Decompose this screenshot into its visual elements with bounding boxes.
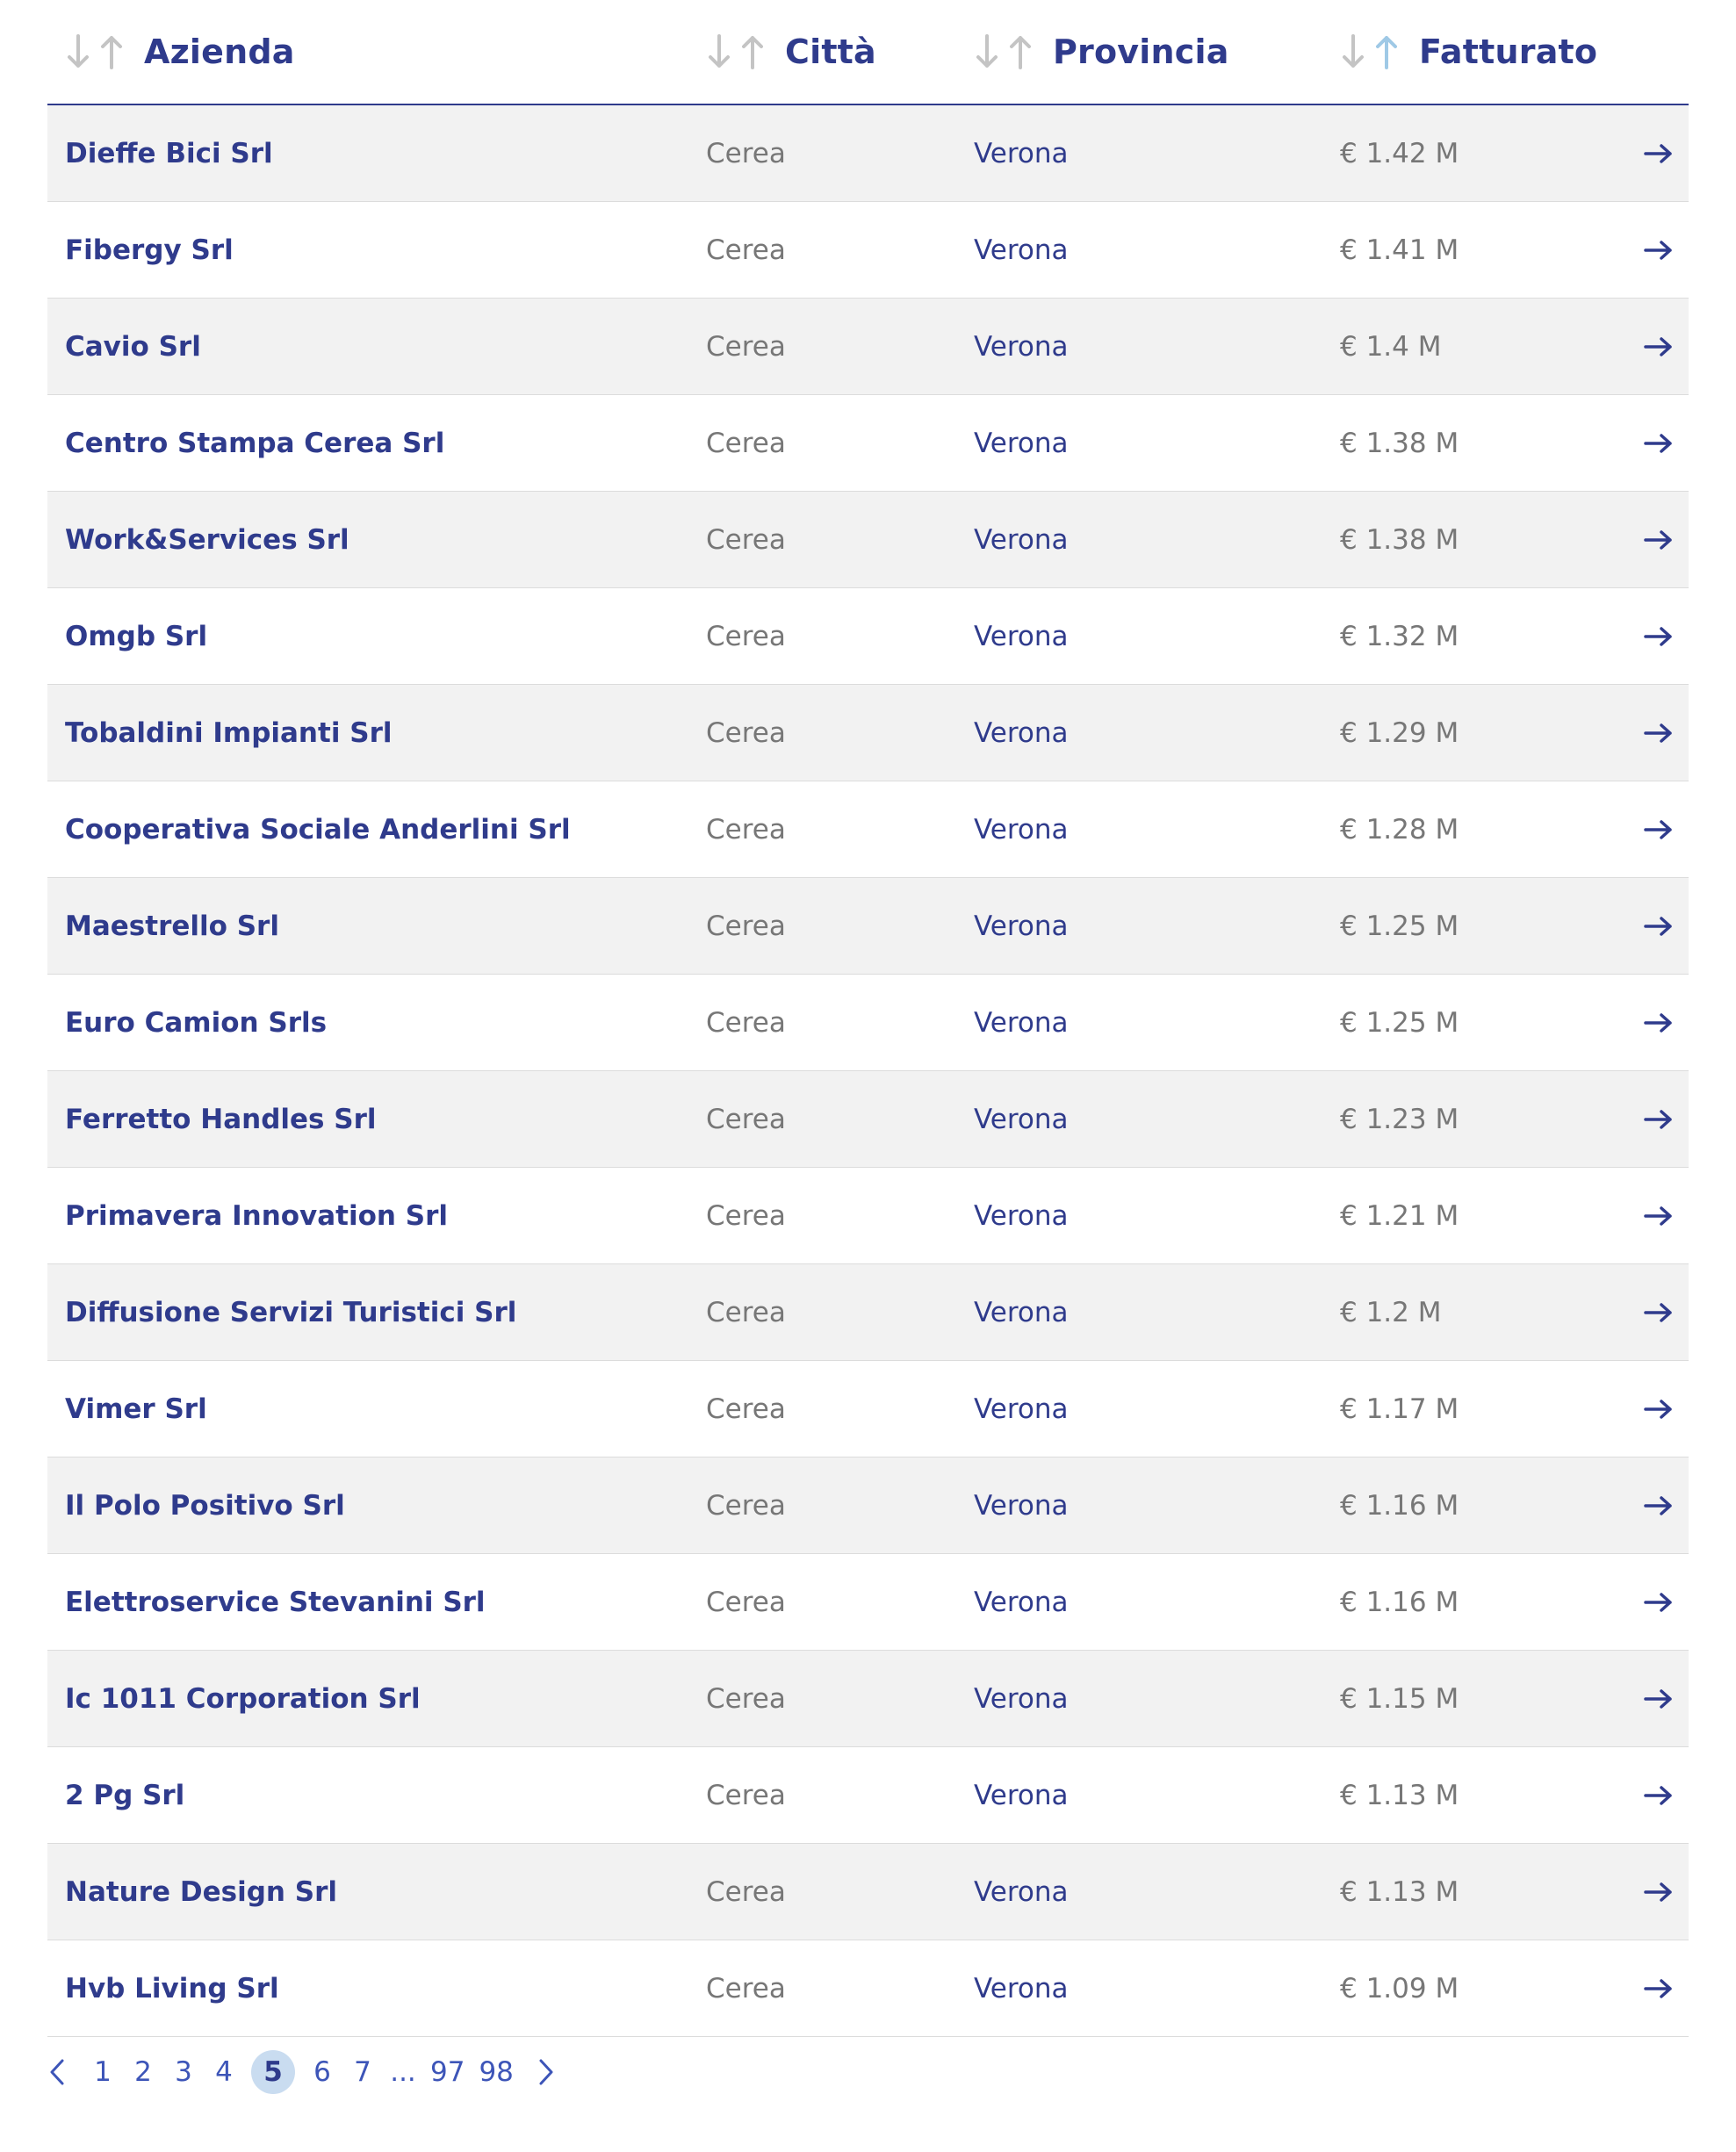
sort-down-icon[interactable]: [65, 32, 91, 71]
arrow-right-icon: [1644, 433, 1674, 454]
city-cell: Cerea: [706, 1682, 786, 1715]
revenue-cell: € 1.23 M: [1340, 1103, 1459, 1135]
province-cell: Verona: [974, 1006, 1069, 1039]
company-name-link[interactable]: Nature Design Srl: [65, 1875, 337, 1908]
city-cell: Cerea: [706, 1586, 786, 1618]
city-cell: Cerea: [706, 1103, 786, 1135]
table-row[interactable]: [47, 1264, 1689, 1361]
company-name-link[interactable]: Cavio Srl: [65, 330, 201, 363]
table-row[interactable]: [47, 1651, 1689, 1747]
page-link[interactable]: 3: [175, 2056, 192, 2088]
province-cell: Verona: [974, 910, 1069, 942]
arrow-right-icon: [1644, 1012, 1674, 1033]
sort-down-icon[interactable]: [1340, 32, 1366, 71]
table-row[interactable]: [47, 1071, 1689, 1168]
sort-controls: [706, 32, 766, 71]
company-name-link[interactable]: Elettroservice Stevanini Srl: [65, 1586, 486, 1618]
row-details-button[interactable]: [1644, 1844, 1674, 1940]
sort-up-icon[interactable]: [739, 32, 766, 71]
table-row[interactable]: [47, 1361, 1689, 1457]
arrow-right-icon: [1644, 1495, 1674, 1516]
sort-down-icon[interactable]: [974, 32, 1000, 71]
page-ellipsis: ...: [390, 2056, 416, 2088]
province-cell: Verona: [974, 1586, 1069, 1618]
arrow-right-icon: [1644, 723, 1674, 744]
revenue-cell: € 1.21 M: [1340, 1199, 1459, 1232]
company-name-link[interactable]: Maestrello Srl: [65, 910, 279, 942]
city-cell: Cerea: [706, 523, 786, 556]
table-row[interactable]: [47, 1940, 1689, 2037]
revenue-cell: € 1.13 M: [1340, 1779, 1459, 1811]
arrow-right-icon: [1644, 1206, 1674, 1227]
page-link[interactable]: 6: [313, 2056, 331, 2088]
province-cell: Verona: [974, 427, 1069, 459]
city-cell: Cerea: [706, 1489, 786, 1522]
province-cell: Verona: [974, 137, 1069, 169]
revenue-cell: € 1.2 M: [1340, 1296, 1442, 1328]
row-details-button[interactable]: [1644, 685, 1674, 781]
arrow-right-icon: [1644, 336, 1674, 357]
chevron-right-icon: [537, 2057, 556, 2087]
city-cell: Cerea: [706, 427, 786, 459]
table-row[interactable]: [47, 1844, 1689, 1940]
province-cell: Verona: [974, 1779, 1069, 1811]
province-cell: Verona: [974, 1489, 1069, 1522]
previous-page-button[interactable]: [47, 2057, 67, 2087]
province-cell: Verona: [974, 813, 1069, 846]
column-label[interactable]: Provincia: [1053, 32, 1229, 71]
province-cell: Verona: [974, 1199, 1069, 1232]
table-row[interactable]: [47, 781, 1689, 878]
table-row[interactable]: [47, 395, 1689, 492]
sort-up-icon[interactable]: [1007, 32, 1034, 71]
city-cell: Cerea: [706, 620, 786, 652]
arrow-right-icon: [1644, 240, 1674, 261]
row-details-button[interactable]: [1644, 299, 1674, 394]
revenue-cell: € 1.09 M: [1340, 1972, 1459, 2004]
city-cell: Cerea: [706, 137, 786, 169]
province-cell: Verona: [974, 620, 1069, 652]
province-cell: Verona: [974, 1393, 1069, 1425]
company-name-link[interactable]: Work&Services Srl: [65, 523, 349, 556]
company-name-link[interactable]: Ferretto Handles Srl: [65, 1103, 377, 1135]
row-details-button[interactable]: [1644, 202, 1674, 298]
company-name-link[interactable]: Hvb Living Srl: [65, 1972, 279, 2004]
arrow-right-icon: [1644, 529, 1674, 551]
sort-up-icon[interactable]: [1373, 32, 1400, 71]
row-details-button[interactable]: [1644, 105, 1674, 201]
row-details-button[interactable]: [1644, 1940, 1674, 2036]
arrow-right-icon: [1644, 143, 1674, 164]
next-page-button[interactable]: [537, 2057, 556, 2087]
row-details-button[interactable]: [1644, 395, 1674, 491]
column-header-azienda: [65, 0, 295, 104]
row-details-button[interactable]: [1644, 492, 1674, 587]
province-cell: Verona: [974, 1972, 1069, 2004]
table-row[interactable]: [47, 588, 1689, 685]
province-cell: Verona: [974, 1875, 1069, 1908]
row-details-button[interactable]: [1644, 1554, 1674, 1650]
company-table: [47, 0, 1689, 2037]
row-details-button[interactable]: [1644, 588, 1674, 684]
sort-down-icon[interactable]: [706, 32, 732, 71]
company-name-link[interactable]: Tobaldini Impianti Srl: [65, 716, 393, 749]
arrow-right-icon: [1644, 1592, 1674, 1613]
column-header-fatturato: [1340, 0, 1597, 104]
page-link[interactable]: 1: [94, 2056, 112, 2088]
arrow-right-icon: [1644, 626, 1674, 647]
row-details-button[interactable]: [1644, 1747, 1674, 1843]
sort-up-icon[interactable]: [98, 32, 125, 71]
column-label[interactable]: Azienda: [144, 32, 295, 71]
arrow-right-icon: [1644, 1302, 1674, 1323]
province-cell: Verona: [974, 1682, 1069, 1715]
company-name-link[interactable]: Fibergy Srl: [65, 234, 234, 266]
company-name-link[interactable]: Ic 1011 Corporation Srl: [65, 1682, 421, 1715]
arrow-right-icon: [1644, 916, 1674, 937]
column-label[interactable]: Fatturato: [1419, 32, 1598, 71]
table-header: [47, 0, 1689, 105]
arrow-right-icon: [1644, 1978, 1674, 1999]
row-details-button[interactable]: [1644, 1264, 1674, 1360]
revenue-cell: € 1.25 M: [1340, 1006, 1459, 1039]
company-name-link[interactable]: Euro Camion Srls: [65, 1006, 328, 1039]
city-cell: Cerea: [706, 716, 786, 749]
table-body: [47, 105, 1689, 2037]
company-name-link[interactable]: Diffusione Servizi Turistici Srl: [65, 1296, 517, 1328]
company-name-link[interactable]: 2 Pg Srl: [65, 1779, 185, 1811]
table-row[interactable]: [47, 1554, 1689, 1651]
table-row[interactable]: [47, 1747, 1689, 1844]
company-name-link[interactable]: Dieffe Bici Srl: [65, 137, 273, 169]
row-details-button[interactable]: [1644, 1651, 1674, 1746]
province-cell: Verona: [974, 234, 1069, 266]
column-header-citta: [706, 0, 876, 104]
city-cell: Cerea: [706, 1006, 786, 1039]
city-cell: Cerea: [706, 330, 786, 363]
table-row[interactable]: [47, 492, 1689, 588]
revenue-cell: € 1.38 M: [1340, 427, 1459, 459]
company-name-link[interactable]: Il Polo Positivo Srl: [65, 1489, 345, 1522]
revenue-cell: € 1.42 M: [1340, 137, 1459, 169]
column-header-provincia: [974, 0, 1229, 104]
company-name-link[interactable]: Primavera Innovation Srl: [65, 1199, 449, 1232]
revenue-cell: € 1.17 M: [1340, 1393, 1459, 1425]
table-row[interactable]: [47, 685, 1689, 781]
company-name-link[interactable]: Omgb Srl: [65, 620, 208, 652]
row-details-button[interactable]: [1644, 878, 1674, 974]
sort-controls: [974, 32, 1034, 71]
province-cell: Verona: [974, 1296, 1069, 1328]
city-cell: Cerea: [706, 1972, 786, 2004]
row-details-button[interactable]: [1644, 1457, 1674, 1553]
row-details-button[interactable]: [1644, 1071, 1674, 1167]
row-details-button[interactable]: [1644, 1168, 1674, 1263]
city-cell: Cerea: [706, 910, 786, 942]
arrow-right-icon: [1644, 1109, 1674, 1130]
revenue-cell: € 1.29 M: [1340, 716, 1459, 749]
revenue-cell: € 1.32 M: [1340, 620, 1459, 652]
table-row[interactable]: [47, 299, 1689, 395]
column-label[interactable]: Città: [785, 32, 876, 71]
page-link[interactable]: 7: [354, 2056, 371, 2088]
company-name-link[interactable]: Centro Stampa Cerea Srl: [65, 427, 445, 459]
revenue-cell: € 1.25 M: [1340, 910, 1459, 942]
sort-controls: [65, 32, 125, 71]
revenue-cell: € 1.13 M: [1340, 1875, 1459, 1908]
page-link[interactable]: 4: [215, 2056, 233, 2088]
table-row[interactable]: [47, 1168, 1689, 1264]
table-row[interactable]: [47, 105, 1689, 202]
pagination: [47, 2046, 556, 2098]
sort-controls: [1340, 32, 1400, 71]
page-link[interactable]: 97: [430, 2056, 465, 2088]
city-cell: Cerea: [706, 1779, 786, 1811]
arrow-right-icon: [1644, 1688, 1674, 1709]
page-list: [90, 2050, 528, 2094]
table-row[interactable]: [47, 878, 1689, 975]
table-row[interactable]: [47, 1457, 1689, 1554]
city-cell: Cerea: [706, 234, 786, 266]
arrow-right-icon: [1644, 1785, 1674, 1806]
table-row[interactable]: [47, 202, 1689, 299]
province-cell: Verona: [974, 1103, 1069, 1135]
revenue-cell: € 1.28 M: [1340, 813, 1459, 846]
city-cell: Cerea: [706, 1296, 786, 1328]
company-name-link[interactable]: Vimer Srl: [65, 1393, 207, 1425]
revenue-cell: € 1.16 M: [1340, 1489, 1459, 1522]
city-cell: Cerea: [706, 813, 786, 846]
page-link[interactable]: 98: [479, 2056, 514, 2088]
city-cell: Cerea: [706, 1875, 786, 1908]
arrow-right-icon: [1644, 1399, 1674, 1420]
revenue-cell: € 1.16 M: [1340, 1586, 1459, 1618]
arrow-right-icon: [1644, 819, 1674, 840]
chevron-left-icon: [47, 2057, 67, 2087]
province-cell: Verona: [974, 716, 1069, 749]
arrow-right-icon: [1644, 1882, 1674, 1903]
page-link[interactable]: 5: [251, 2050, 295, 2094]
row-details-button[interactable]: [1644, 781, 1674, 877]
revenue-cell: € 1.41 M: [1340, 234, 1459, 266]
province-cell: Verona: [974, 330, 1069, 363]
table-row[interactable]: [47, 975, 1689, 1071]
city-cell: Cerea: [706, 1199, 786, 1232]
row-details-button[interactable]: [1644, 1361, 1674, 1457]
page-link[interactable]: 2: [134, 2056, 152, 2088]
city-cell: Cerea: [706, 1393, 786, 1425]
company-name-link[interactable]: Cooperativa Sociale Anderlini Srl: [65, 813, 571, 846]
revenue-cell: € 1.15 M: [1340, 1682, 1459, 1715]
province-cell: Verona: [974, 523, 1069, 556]
revenue-cell: € 1.38 M: [1340, 523, 1459, 556]
row-details-button[interactable]: [1644, 975, 1674, 1070]
revenue-cell: € 1.4 M: [1340, 330, 1442, 363]
